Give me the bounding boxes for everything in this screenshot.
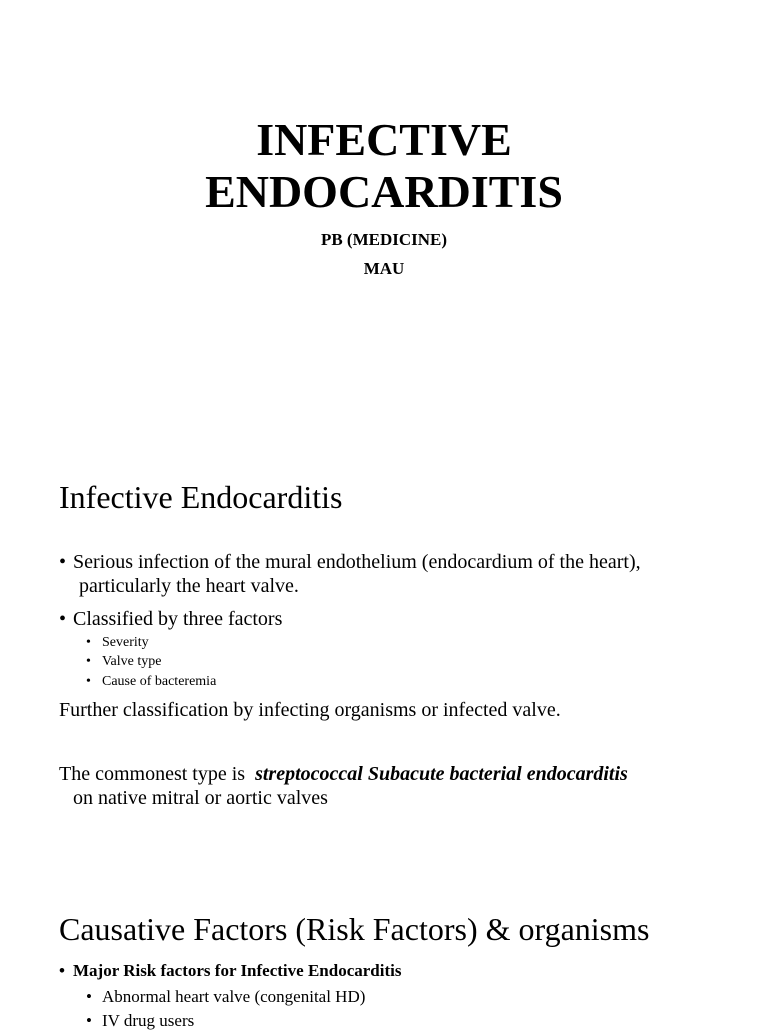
bullet-text: Major Risk factors for Infective Endocarditis <box>73 961 402 980</box>
sub-bullet-item <box>86 653 161 670</box>
main-title-line2: ENDOCARDITIS <box>205 166 563 217</box>
bullet-text: Serious infection of the mural endothelium (endocardium of the heart), <box>73 551 641 573</box>
sub-bullet-item <box>86 634 149 651</box>
main-title <box>0 114 768 218</box>
bullet-glyph: • <box>86 674 91 689</box>
sub-bullet-item <box>86 673 216 690</box>
paragraph-commonest-type <box>59 762 739 810</box>
slide-infective-endocarditis <box>0 440 768 880</box>
sub-bullet-item <box>86 986 365 1008</box>
sub-bullet-text: IV drug users <box>102 1011 195 1030</box>
bullet-item <box>59 960 401 982</box>
paragraph-continuation: on native mitral or aortic valves <box>73 787 328 809</box>
subtitle-department: PB (MEDICINE) <box>320 230 448 249</box>
title-slide <box>0 0 768 440</box>
bullet-glyph: • <box>86 654 91 669</box>
bullet-text-continuation: particularly the heart valve. <box>79 575 299 597</box>
sub-bullet-text: Valve type <box>102 654 162 669</box>
paragraph-classification: Further classification by infecting organisms or infected valve. <box>59 699 561 721</box>
slide-heading: Causative Factors (Risk Factors) & organisms <box>59 911 650 947</box>
bullet-glyph: • <box>59 608 67 630</box>
paragraph-emphasis: streptococcal Subacute bacterial endocarditis <box>255 763 628 785</box>
bullet-glyph: • <box>86 635 91 650</box>
bullet-text: Classified by three factors <box>73 608 283 630</box>
bullet-glyph: • <box>59 961 65 980</box>
slide-heading: Infective Endocarditis <box>59 479 343 515</box>
sub-bullet-item <box>86 1010 194 1032</box>
slide-causative-factors <box>0 880 768 1030</box>
subtitle-author: MAU <box>363 259 405 278</box>
main-title-line1: INFECTIVE <box>256 114 512 165</box>
bullet-glyph: • <box>59 551 67 573</box>
sub-bullet-text: Cause of bacteremia <box>102 674 217 689</box>
bullet-item <box>59 550 739 598</box>
sub-bullet-text: Abnormal heart valve (congenital HD) <box>102 987 366 1006</box>
paragraph-prefix: The commonest type is <box>59 763 246 785</box>
bullet-glyph: • <box>86 987 92 1006</box>
bullet-item <box>59 607 282 631</box>
bullet-glyph: • <box>86 1011 92 1030</box>
sub-bullet-text: Severity <box>102 635 149 650</box>
